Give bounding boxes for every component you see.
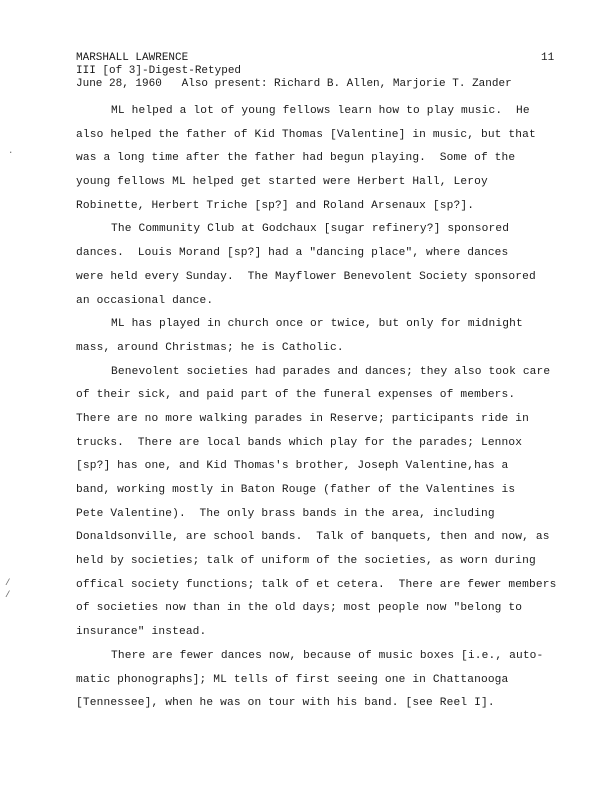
text-line: held by societies; talk of uniform of the societies, as worn during	[76, 555, 536, 568]
text-line: young fellows ML helped get started were Herbert Hall, Leroy	[76, 176, 488, 189]
text-line: There are no more walking parades in Reserve; participants ride in	[76, 412, 529, 425]
margin-mark: /	[5, 578, 11, 588]
reel-label: III [of 3]-Digest-Retyped	[76, 65, 242, 77]
text-line: ML helped a lot of young fellows learn how to play music. He	[111, 105, 530, 117]
text-line: mass, around Christmas; he is Catholic.	[76, 341, 344, 354]
text-line: There are fewer dances now, because of music boxes [i.e., auto-	[111, 649, 544, 662]
text-line: of their sick, and paid part of the funeral expenses of members.	[76, 389, 516, 402]
text-line: were held every Sunday. The Mayflower Benevolent Society sponsored	[76, 270, 536, 283]
margin-mark: /	[5, 590, 11, 600]
text-line: an occasional dance.	[76, 294, 214, 307]
text-line: Pete Valentine). The only brass bands in the area, including	[76, 507, 495, 520]
text-line: band, working mostly in Baton Rouge (father of the Valentines is	[76, 484, 516, 496]
text-line: Robinette, Herbert Triche [sp?] and Roland Arsenaux [sp?].	[76, 199, 475, 212]
text-line: insurance" instead.	[76, 626, 207, 639]
text-line: ML has played in church once or twice, but only for midnight	[111, 318, 523, 331]
text-line: [Tennessee], when he was on tour with his band. [see Reel I].	[76, 697, 495, 710]
text-line: Benevolent societies had parades and dances; they also took care	[111, 365, 551, 378]
text-line: dances. Louis Morand [sp?] had a "dancing place", where dances	[76, 247, 509, 260]
margin-mark: ·	[8, 148, 14, 158]
interviewee-name: MARSHALL LAWRENCE	[76, 52, 189, 64]
text-line: trucks. There are local bands which play for the parades; Lennox	[76, 436, 523, 449]
date-attendees-line: June 28, 1960 Also present: Richard B. Allen, Marjorie T. Zander	[76, 78, 512, 90]
text-line: also helped the father of Kid Thomas [Valentine] in music, but that	[76, 128, 536, 141]
text-line: matic phonographs]; ML tells of first seeing one in Chattanooga	[76, 673, 509, 686]
text-line: of societies now than in the old days; most people now "belong to	[76, 602, 523, 615]
page-number: 11	[541, 52, 555, 64]
text-line: was a long time after the father had begun playing. Some of the	[76, 152, 516, 165]
text-line: [sp?] has one, and Kid Thomas's brother, Joseph Valentine,has a	[76, 460, 509, 473]
text-line: The Community Club at Godchaux [sugar refinery?] sponsored	[111, 223, 510, 236]
text-line: offical society functions; talk of et cetera. There are fewer members	[76, 578, 557, 591]
text-line: Donaldsonville, are school bands. Talk of banquets, then and now, as	[76, 531, 550, 544]
transcript-body	[76, 100, 596, 716]
